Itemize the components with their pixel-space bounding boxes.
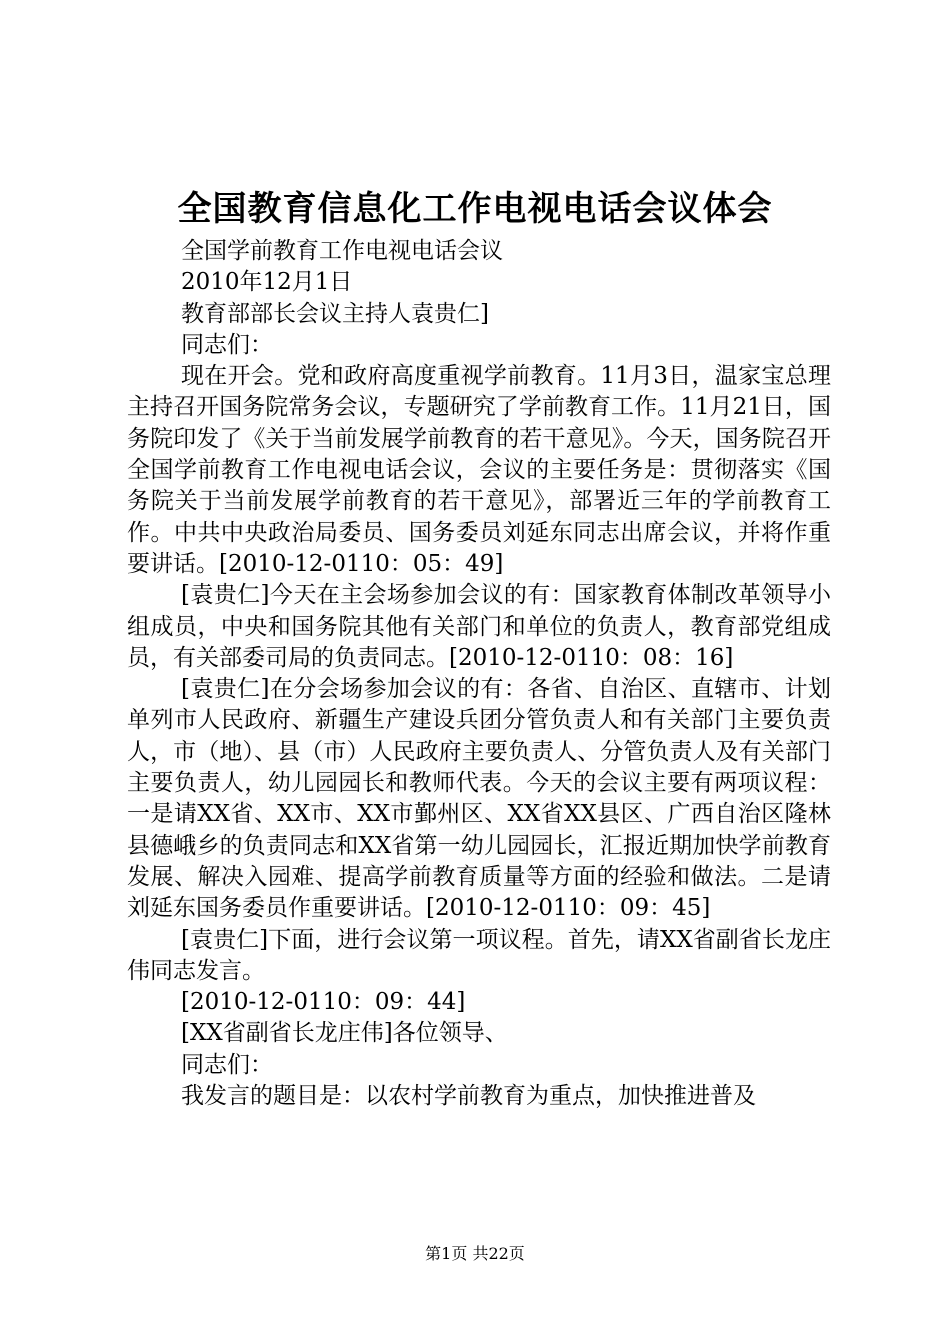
salutation-second: 同志们：	[181, 1051, 273, 1078]
paragraph-branch-venue: [袁贵仁]在分会场参加会议的有：各省、自治区、直辖市、计划单列市人民政府、新疆生产建设兵团分管负责人和有关部门主要负责人，市（地）、县（市）人民政府主要负责人、分管负责人及有关部门主要负责人，幼儿园园长和教师代表。今天的会议主要有两项议程：一是请XX省、XX市、XX市鄞州区、XX省XX县区、广西自治区隆林县德峨乡的负责同志和XX省第一幼儿园园长，汇报近期加快学前教育发展、解决入园难、提高学前教育质量等方面的经验和做法。二是请刘延东国务委员作重要讲话。[2010-12-0110：09：45]	[127, 676, 831, 922]
paragraph-first-agenda: [袁贵仁]下面，进行会议第一项议程。首先，请XX省副省长龙庄伟同志发言。	[127, 926, 831, 984]
paragraph-main-venue: [袁贵仁]今天在主会场参加会议的有：国家教育体制改革领导小组成员，中央和国务院其他有关部门和单位的负责人，教育部党组成员，有关部委司局的负责同志。[2010-12-0110：08：16]	[127, 582, 831, 671]
meeting-host: 教育部部长会议主持人袁贵仁]	[181, 300, 489, 327]
speaker-line: [XX省副省长龙庄伟]各位领导、	[181, 1020, 508, 1047]
paragraph-speech-topic: 我发言的题目是：以农村学前教育为重点，加快推进普及	[181, 1083, 756, 1110]
salutation: 同志们：	[181, 331, 273, 358]
timestamp-line: [2010-12-0110：09：44]	[181, 989, 466, 1016]
document-body	[127, 236, 831, 1112]
meeting-date: 2010年12月1日	[181, 269, 353, 296]
paragraph-opening: 现在开会。党和政府高度重视学前教育。11月3日，温家宝总理主持召开国务院常务会议，专题研究了学前教育工作。11月21日，国务院印发了《关于当前发展学前教育的若干意见》。今天，国务院召开全国学前教育工作电视电话会议，会议的主要任务是：贯彻落实《国务院关于当前发展学前教育的若干意见》，部署近三年的学前教育工作。中共中央政治局委员、国务委员刘延东同志出席会议，并将作重要讲话。[2010-12-0110：05：49]	[127, 363, 831, 577]
meeting-name: 全国学前教育工作电视电话会议	[181, 238, 503, 264]
page-footer: 第1页 共22页	[425, 1244, 525, 1263]
document-title: 全国教育信息化工作电视电话会议体会	[177, 189, 773, 229]
